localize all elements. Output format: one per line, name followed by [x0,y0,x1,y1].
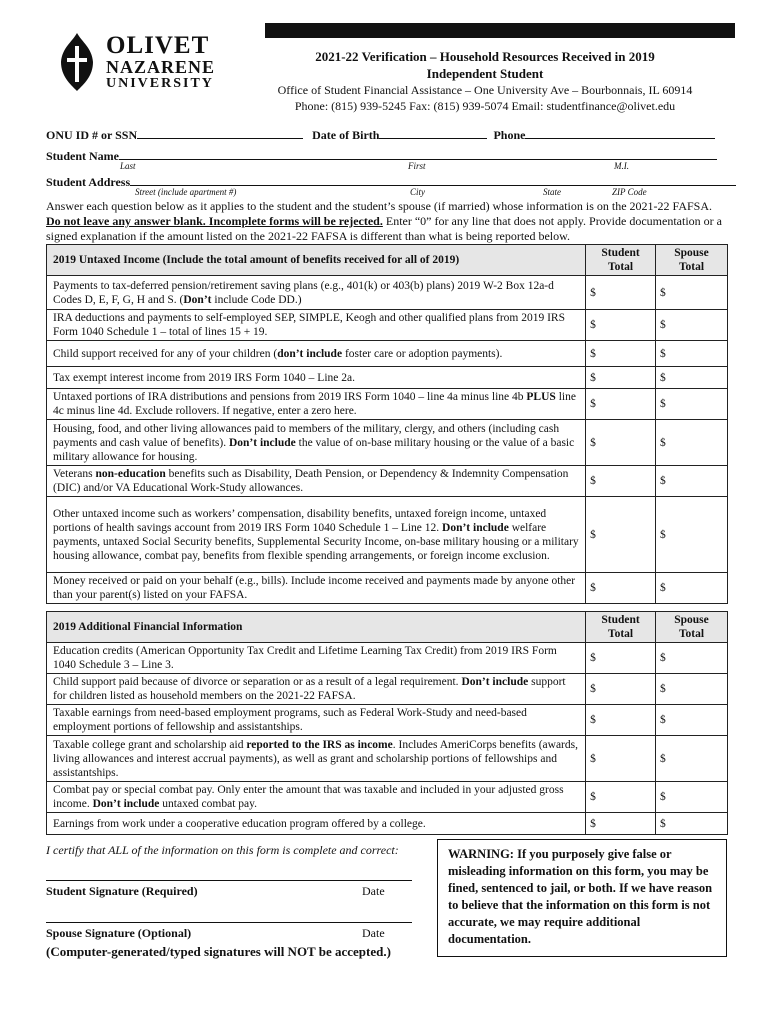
mi-sub: M.I. [614,161,629,171]
phone-field[interactable] [525,126,715,139]
student-amount-field[interactable]: $ [586,310,656,341]
description-text: IRA deductions and payments to self-employed SEP, SIMPLE, Keogh and other qualified plans from 2019 IRS Form 1040 Schedule 1 – total of lines 15 + 19. [53,312,566,338]
form-subtitle: Independent Student [426,66,544,81]
spouse-amount-field[interactable]: $ [656,813,728,835]
student-address-field[interactable] [130,173,736,186]
description-emphasis: don’t include [277,347,343,360]
description-text: Combat pay or special combat pay. Only enter the amount that was taxable and included in your adjusted gross income. [53,784,564,810]
student-amount-field[interactable]: $ [586,782,656,813]
table-row [47,367,728,389]
onu-id-label: ONU ID # or SSN [46,128,138,142]
spouse-amount-field[interactable]: $ [656,782,728,813]
spouse-amount-field[interactable]: $ [656,643,728,674]
spouse-amount-field[interactable]: $ [656,497,728,573]
table-row [47,497,728,573]
description-text: foster care or adoption payments). [342,347,503,360]
row-description [47,420,586,466]
student-amount-field[interactable]: $ [586,367,656,389]
table-row [47,813,728,835]
instructions-warning: Do not leave any answer blank. Incomplete forms will be rejected. [46,214,383,228]
spouse-amount-field[interactable]: $ [656,310,728,341]
student-amount-field[interactable]: $ [586,466,656,497]
table-row [47,341,728,367]
table-row [47,466,728,497]
additional-financial-table [46,611,728,835]
description-text: include Code DD.) [211,293,302,306]
row-description [47,674,586,705]
description-text: welfare payments, untaxed Social Security benefits, Supplemental Security Income, on-base military housing or a military housing allowance, combat pay, benefits from flexible spending arrangements, or foreign income exclusion. [53,521,579,562]
student-amount-field[interactable]: $ [586,420,656,466]
description-emphasis: Don’t include [228,436,296,449]
spouse-amount-field[interactable]: $ [656,466,728,497]
description-text: benefits such as Disability, Death Pension, or Dependency & Indemnity Compensation (DIC) and/or VA Educational Work-Study allowances. [53,468,569,494]
last-name-sub: Last [120,161,136,171]
row-description [47,643,586,674]
description-text: Veterans [53,468,96,480]
table-row [47,389,728,420]
first-name-sub: First [408,161,426,171]
instructions [46,199,728,244]
student-amount-field[interactable]: $ [586,573,656,604]
table-row [47,420,728,466]
row-description [47,573,586,604]
logo-line-2: NAZARENE [106,57,216,77]
instructions-text-a: Answer each question below as it applies to the student and the student’s spouse (if married) whose information is on the 2021-22 FAFSA. [46,199,712,213]
description-text: the value of on-base military housing or the value of a basic military allowance for housing. [53,436,575,463]
row-description [47,736,586,782]
spouse-signature-line[interactable] [46,922,412,924]
typed-signature-note: (Computer-generated/typed signatures will NOT be accepted.) [46,944,391,959]
description-text: Child support received for any of your children ( [53,347,278,360]
spouse-amount-field[interactable]: $ [656,341,728,367]
spouse-date-label: Date [362,926,385,940]
row-description [47,367,586,389]
description-text: support for children listed as household members on the 2021-22 FAFSA. [53,676,566,702]
street-sub: Street (include apartment #) [135,187,237,197]
spouse-amount-field[interactable]: $ [656,367,728,389]
spouse-total-header: Spouse Total [656,612,728,643]
spouse-amount-field[interactable]: $ [656,420,728,466]
description-emphasis: Don’t [183,293,212,306]
description-text: Child support paid because of divorce or separation or as a result of a legal requirement. [53,676,462,688]
row-description [47,341,586,367]
logo-line-3: UNIVERSITY [106,76,214,91]
description-text: Other untaxed income such as workers’ compensation, disability benefits, untaxed foreign income, untaxed portions of health savings account from 2019 IRS Form 1040 Schedule 1 – Line 12. [53,507,547,534]
description-text: Tax exempt interest income from 2019 IRS Form 1040 – Line 2a. [53,371,355,384]
spouse-signature-label: Spouse Signature (Optional) [46,926,192,940]
description-text: . Includes AmeriCorps benefits (awards, living allowances and interest accrual payments), as well as grant and scholarship portions of fellowships and assistantships. [53,738,578,779]
form-title: 2021-22 Verification – Household Resources Received in 2019 [315,49,655,64]
office-contact: Phone: (815) 939-5245 Fax: (815) 939-5074 Email: studentfinance@olivet.edu [294,99,676,113]
dob-field[interactable] [379,126,487,139]
untaxed-income-table [46,244,728,604]
spouse-amount-field[interactable]: $ [656,736,728,782]
onu-id-field[interactable] [137,126,303,139]
instructions-text-c: Enter “0” for any line that does not apply. Provide documentation or a signed explanation if the amount listed on the 2021-22 FAFSA is different than what is being reported below. [46,214,722,243]
student-amount-field[interactable]: $ [586,643,656,674]
table-row [47,276,728,310]
description-text: Education credits (American Opportunity Tax Credit and Lifetime Learning Tax Credit) from 2019 IRS Form 1040 Schedule 3 – Line 3. [53,645,557,671]
description-text: Taxable college grant and scholarship aid [53,738,247,751]
student-amount-field[interactable]: $ [586,813,656,835]
description-text: Untaxed portions of IRA distributions and pensions from 2019 IRS Form 1040 – line 4a minus line 4b [53,391,527,403]
row-description [47,782,586,813]
phone-label: Phone [493,128,526,142]
row-description [47,389,586,420]
table-row [47,705,728,736]
description-text: Money received or paid on your behalf (e.g., bills). Include income received and payments made by anyone other than your parent(s) listed on your FAFSA. [53,575,576,601]
spouse-amount-field[interactable]: $ [656,705,728,736]
table-header-row [47,245,728,276]
description-emphasis: Don’t include [461,676,529,688]
description-emphasis: Don’t include [442,521,509,534]
form-header [250,48,720,114]
office-address: Office of Student Financial Assistance – One University Ave – Bourbonnais, IL 60914 [277,83,693,97]
university-logo [58,32,218,94]
description-emphasis: non-education [95,468,166,480]
description-text: untaxed combat pay. [159,798,258,810]
table-row [47,643,728,674]
zip-sub: ZIP Code [612,187,647,197]
warning-box: WARNING: If you purposely give false or misleading information on this form, you may be fined, sentenced to jail, or both. If we have reason to believe that the information on this form is not accurate, we may require additional documentation. [437,839,727,957]
untaxed-income-heading: 2019 Untaxed Income (Include the total amount of benefits received for all of 2019) [47,245,586,276]
student-amount-field[interactable]: $ [586,276,656,310]
shield-cross-icon [58,32,96,92]
spouse-amount-field[interactable]: $ [656,674,728,705]
student-amount-field[interactable]: $ [586,705,656,736]
student-amount-field[interactable]: $ [586,736,656,782]
row-description [47,466,586,497]
city-sub: City [410,187,425,197]
student-total-header: Student Total [586,612,656,643]
id-dob-phone-row [46,126,715,143]
description-text: Housing, food, and other living allowances paid to members of the military, clergy, and others (including cash payments and cash value of benefits). [53,422,560,449]
description-text: Earnings from work under a cooperative education program offered by a college. [53,817,426,830]
student-signature-line[interactable] [46,880,412,882]
logo-line-1: OLIVET [106,32,210,59]
table-row [47,736,728,782]
student-total-header: Student Total [586,245,656,276]
table-row [47,310,728,341]
description-text: Payments to tax-deferred pension/retirement saving plans (e.g., 401(k) or 403(b) plans) 2019 W-2 Box 12a-d Codes D, E, F, G, H and S. ( [53,279,554,306]
dob-label: Date of Birth [312,128,380,142]
row-description [47,497,586,573]
description-emphasis: PLUS [526,391,556,403]
student-date-label: Date [362,884,385,898]
row-description [47,705,586,736]
description-text: line 4c minus line 4d. Exclude rollovers. If negative, enter a zero here. [53,391,576,417]
row-description [47,276,586,310]
table-row [47,573,728,604]
header-bar [265,23,735,38]
student-address-label: Student Address [46,175,131,189]
state-sub: State [543,187,561,197]
additional-financial-heading: 2019 Additional Financial Information [47,612,586,643]
student-name-field[interactable] [119,147,717,160]
spouse-total-header: Spouse Total [656,245,728,276]
student-amount-field[interactable]: $ [586,389,656,420]
student-amount-field[interactable]: $ [586,497,656,573]
student-amount-field[interactable]: $ [586,341,656,367]
description-text: Taxable earnings from need-based employment programs, such as Federal Work-Study and need-based employment portions of fellowship and assistantships. [53,707,527,733]
student-signature-label: Student Signature (Required) [46,884,198,898]
table-header-row [47,612,728,643]
row-description [47,813,586,835]
description-emphasis: Don’t include [92,798,160,810]
spouse-amount-field[interactable]: $ [656,276,728,310]
certification-statement: I certify that ALL of the information on this form is complete and correct: [46,843,399,857]
row-description [47,310,586,341]
student-name-label: Student Name [46,149,120,163]
spouse-amount-field[interactable]: $ [656,573,728,604]
description-emphasis: reported to the IRS as income [246,738,393,751]
table-row [47,782,728,813]
spouse-amount-field[interactable]: $ [656,389,728,420]
table-row [47,674,728,705]
student-amount-field[interactable]: $ [586,674,656,705]
